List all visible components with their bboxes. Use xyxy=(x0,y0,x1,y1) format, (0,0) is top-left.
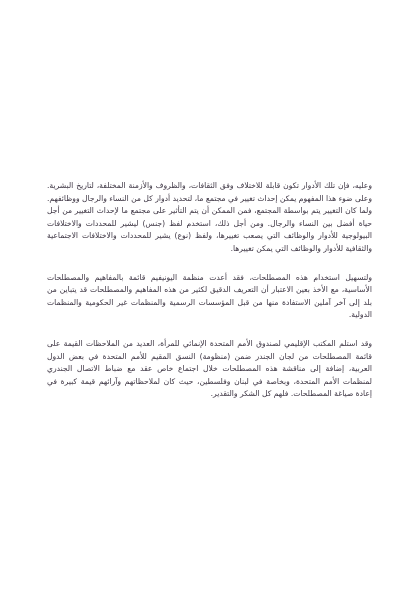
paragraph-unifem-glossary: ولتسهيل استخدام هذه المصطلحات، فقد أعدت منظمة اليونيفيم قائمة بالمفاهيم والمصطلحات الأساسية، مع الأخذ بعين الاعتبار أن التعريف الدقيق لكثير من هذه المفاهيم والمصطلحات قد يتباين من بلد إلى آخر آملين الاستفادة منها من قبل المؤسسات الرسمية والمنظمات غير الحكومية والمنظمات الدولية. xyxy=(47,272,372,320)
paragraph-gender-roles: وعليه، فإن تلك الأدوار تكون قابلة للاختلاف وفق الثقافات، والظروف والأزمنة المختلفة، لتاريخ البشرية. وعلى ضوء هذا المفهوم يمكن إحداث تغيير في مجتمع ما، لتحديد أدوار كل من النساء والرجال ووظائفهم. ولما كان التغيير يتم بواسطة المجتمع، فمن الممكن أن يتم التأثير على مجتمع ما لإحداث التغيير من أجل حياة أفضل بين النساء والرجال. ومن أجل ذلك، استخدم لفظ (جنس) ليشير للمحددات والاختلافات البيولوجية للأدوار والوظائف التي يصعب تغييرها، ولفظ (نوع) يشير للمحددات والاختلافات الاجتماعية والثقافية للأدوار والوظائف التي يمكن تغييرها. xyxy=(47,181,372,253)
paragraph-acknowledgements: وقد استلم المكتب الإقليمي لصندوق الأمم المتحدة الإنمائي للمرأة، العديد من الملاحظات القيمة على قائمة المصطلحات من لجان الجندر ضمن (منظومة) النسق المقيم للأمم المتحدة في بعض الدول العربية، إضافة إلى مناقشة هذه المصطلحات خلال اجتماع خاص عقد مع ضباط الاتصال الجندري لمنظمات الأمم المتحدة، وبخاصة في لبنان وفلسطين، حيث كان لملاحظاتهم وآرائهم قيمة كبيرة في إعادة صياغة المصطلحات. فلهم كل الشكر والتقدير. xyxy=(47,338,372,399)
document-page xyxy=(47,180,372,417)
